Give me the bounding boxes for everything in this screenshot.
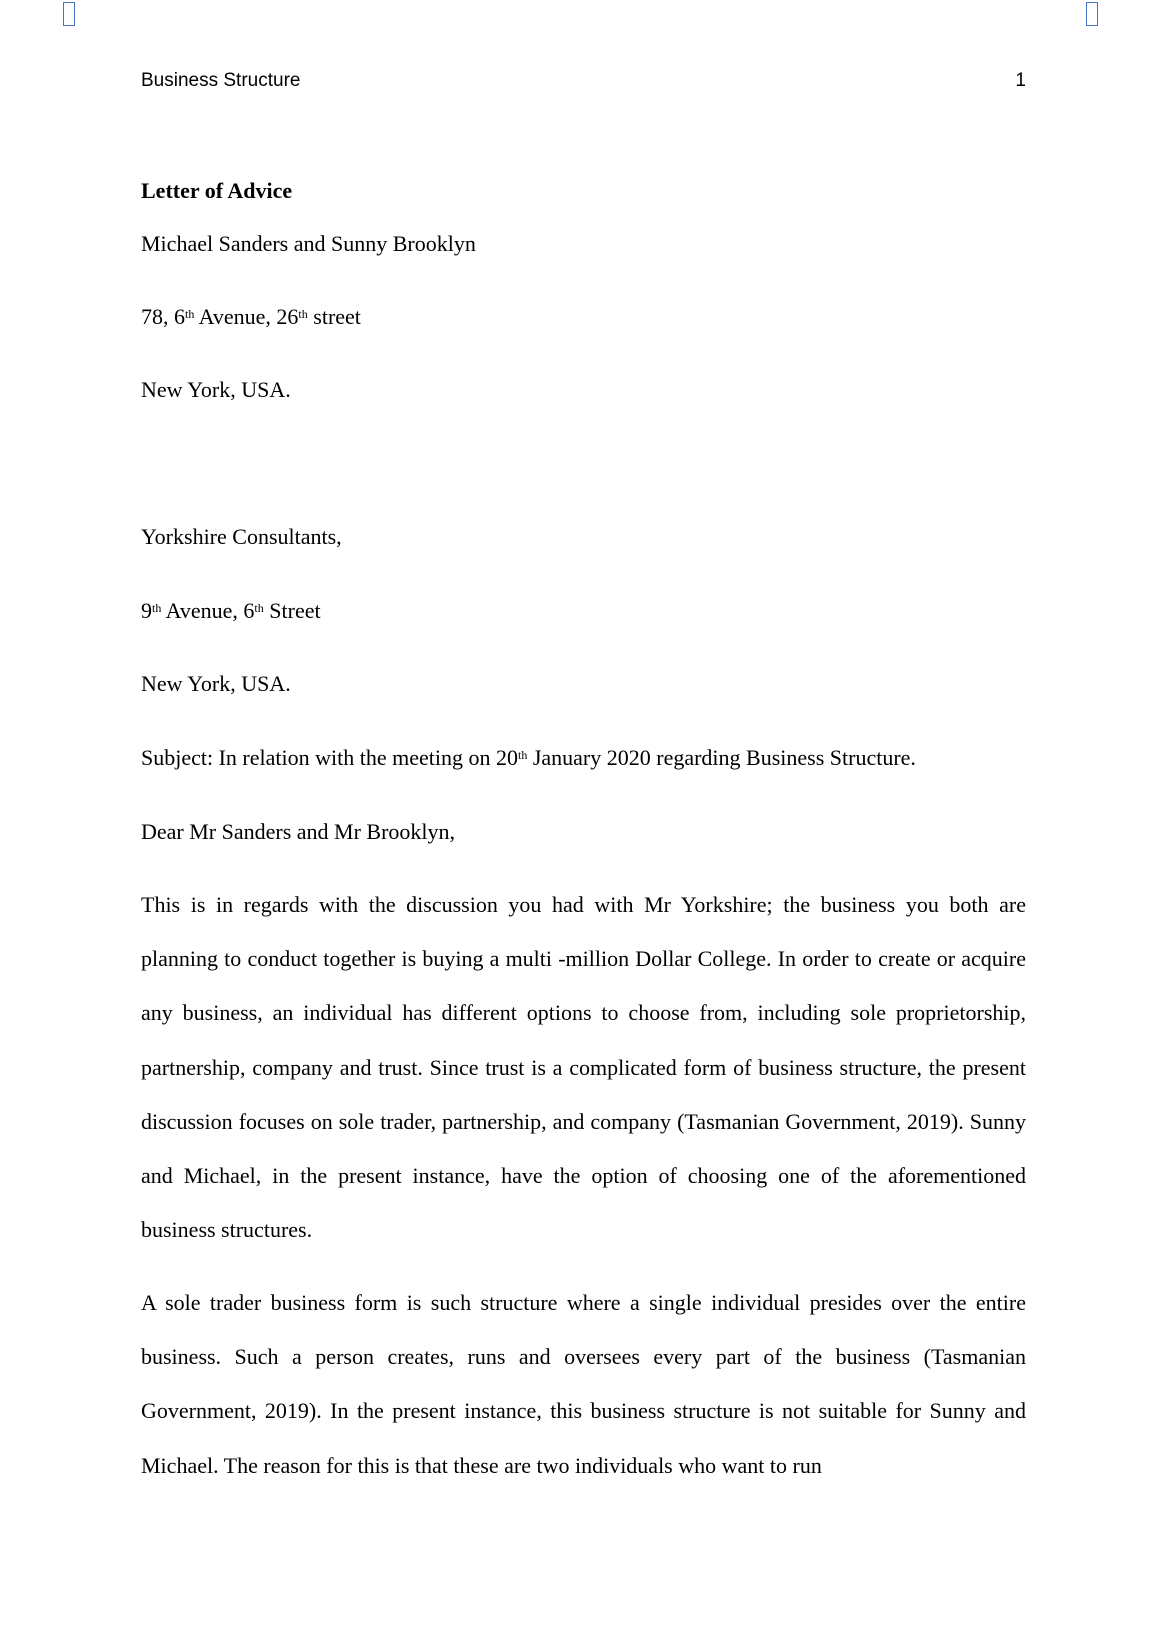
sender-names: Michael Sanders and Sunny Brooklyn — [141, 231, 476, 256]
page-number: 1 — [1015, 70, 1026, 91]
recipient-company: Yorkshire Consultants, — [141, 524, 342, 549]
recipient-address-line2: New York, USA. — [141, 671, 291, 696]
subject-line: Subject: In relation with the meeting on 20th January 2020 regarding Business Structure. — [141, 745, 916, 770]
crop-mark-right-icon — [1086, 2, 1098, 26]
running-head-title: Business Structure — [141, 70, 301, 91]
page-header — [141, 70, 1026, 94]
recipient-address-line1: 9th Avenue, 6th Street — [141, 598, 321, 623]
letter-heading: Letter of Advice — [141, 178, 293, 203]
sender-address-line2: New York, USA. — [141, 377, 291, 402]
paragraph-sole-trader: A sole trader business form is such structure where a single individual presides over the entire business. Such a person creates, runs and oversees every part of the business (Tasmanian Government, 2019). In the present instance, this business structure is not suitable for Sunny and Michael. The reason for this is that these are two individuals who want to run — [141, 1290, 1026, 1478]
salutation: Dear Mr Sanders and Mr Brooklyn, — [141, 819, 456, 844]
paragraph-intro: This is in regards with the discussion you had with Mr Yorkshire; the business you both are planning to conduct together is buying a multi -million Dollar College. In order to create or acquire any business, an individual has different options to choose from, including sole proprietorship, partnership, company and trust. Since trust is a complicated form of business structure, the present discussion focuses on sole trader, partnership, and company (Tasmanian Government, 2019). Sunny and Michael, in the present instance, have the option of choosing one of the aforementioned business structures. — [141, 892, 1026, 1243]
crop-mark-left-icon — [63, 2, 75, 26]
sender-address-line1: 78, 6th Avenue, 26th street — [141, 304, 361, 329]
